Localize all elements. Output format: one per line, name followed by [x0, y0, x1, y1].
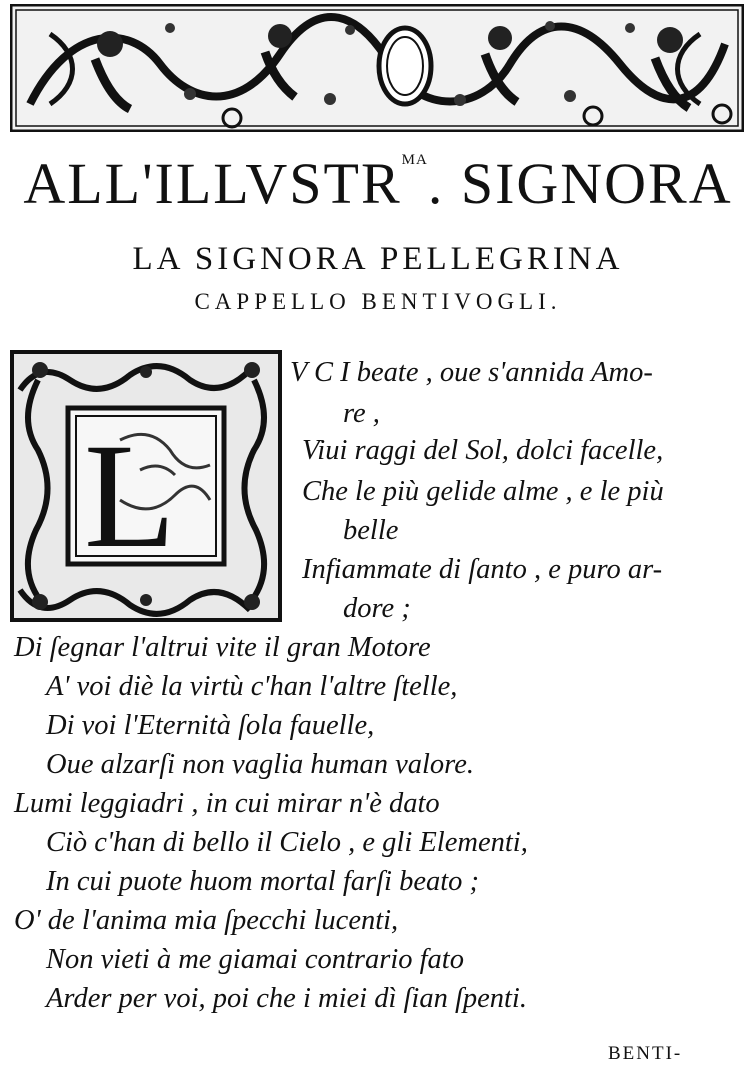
dedication-title-line-2: LA SIGNORA PELLEGRINA: [132, 241, 624, 277]
decorated-initial: [10, 350, 282, 622]
dedication-title-line-1: $ALL'ILLVSTR^{MA}$. SIGNORA: [23, 151, 733, 216]
catchword: BENTI-: [608, 1043, 683, 1064]
poem-line: Non vieti à me giamai contrario fato: [46, 944, 464, 975]
poem-line: belle: [343, 515, 399, 546]
poem-line: Che le più gelide alme , e le più: [302, 476, 664, 507]
poem-line: In cui puote huom mortal farſi beato ;: [46, 866, 479, 897]
poem-line: V C I beate , oue s'annida Amo-: [290, 357, 653, 388]
poem-line: Infiammate di ſanto , e puro ar-: [302, 554, 663, 585]
initial-letter: L: [84, 413, 176, 579]
dedication-title-line-3: CAPPELLO BENTIVOGLI.: [194, 289, 562, 314]
poem-line: Lumi leggiadri , in cui mirar n'è dato: [14, 788, 440, 819]
poem-line: re ,: [343, 398, 380, 429]
poem-line: Arder per voi, poi che i miei dì ſian ſpenti.: [46, 983, 527, 1014]
poem-line: Di voi l'Eternità ſola fauelle,: [46, 710, 375, 741]
poem-line: A' voi diè la virtù c'han l'altre ſtelle,: [46, 671, 458, 702]
poem-line: Viui raggi del Sol, dolci facelle,: [302, 435, 664, 466]
title-superscript: MA: [401, 152, 428, 168]
poem-line: dore ;: [343, 593, 411, 624]
poem-line: Di ſegnar l'altrui vite il gran Motore: [14, 632, 431, 663]
poem-line: O' de l'anima mia ſpecchi lucenti,: [14, 905, 399, 936]
poem-line: Ciò c'han di bello il Cielo , e gli Elementi,: [46, 827, 528, 858]
poem-line: Oue alzarſi non vaglia human valore.: [46, 749, 474, 780]
ornamental-headpiece: [10, 4, 744, 132]
